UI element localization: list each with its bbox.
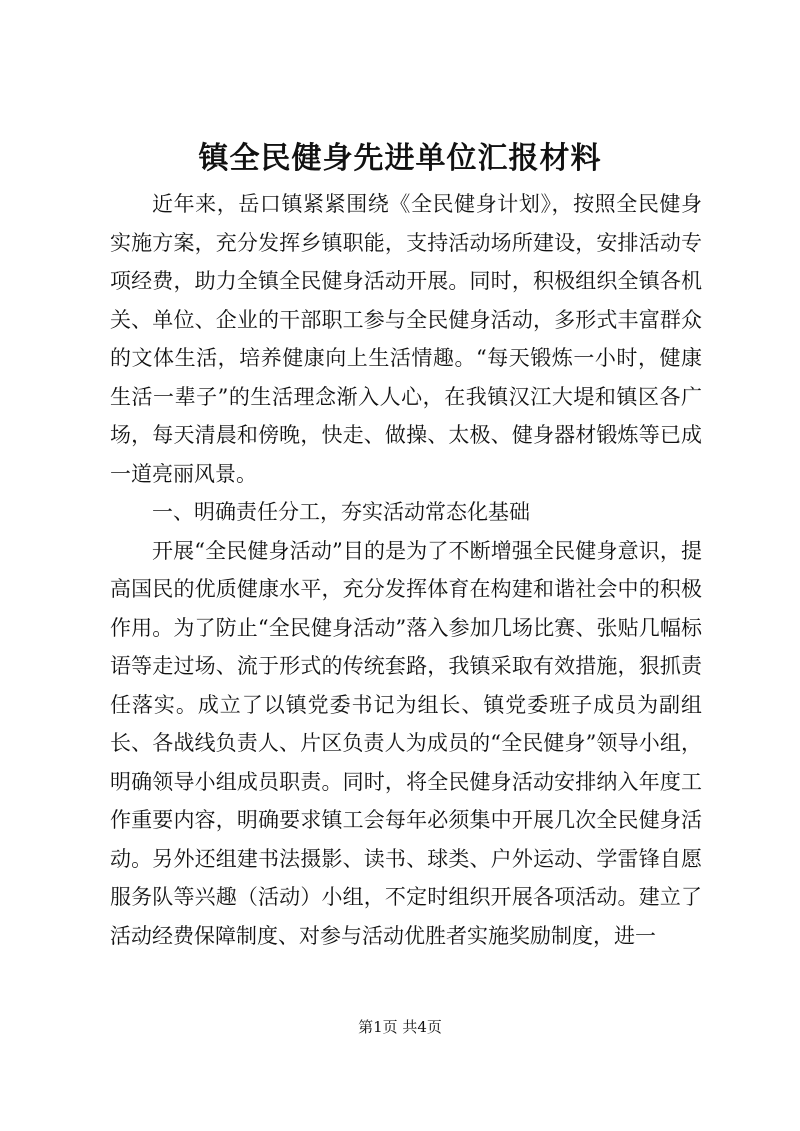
paragraph-intro: 近年来，岳口镇紧紧围绕《全民健身计划》，按照全民健身实施方案，充分发挥乡镇职能，支持活动场所建设，安排活动专项经费，助力全镇全民健身活动开展。同时，积极组织全镇各机关、单位、企业的干部职工参与全民健身活动，多形式丰富群众的文体生活，培养健康向上生活情趣。“每天锻炼一小时，健康生活一辈子”的生活理念渐入人心，在我镇汉江大堤和镇区各广场，每天清晨和傍晚，快走、做操、太极、健身器材锻炼等已成一道亮丽风景。: [110, 192, 702, 486]
document-body: [110, 185, 702, 955]
section-heading-1: 一、明确责任分工，夯实活动常态化基础: [152, 500, 530, 524]
document-title: 镇全民健身先进单位汇报材料: [198, 141, 602, 176]
paragraph-section-1: 开展“全民健身活动”目的是为了不断增强全民健身意识，提高国民的优质健康水平，充分发挥体育在构建和谐社会中的积极作用。为了防止“全民健身活动”落入参加几场比赛、张贴几幅标语等走过场、流于形式的传统套路，我镇采取有效措施，狠抓责任落实。成立了以镇党委书记为组长、镇党委班子成员为副组长、各战线负责人、片区负责人为成员的“全民健身”领导小组，明确领导小组成员职责。同时，将全民健身活动安排纳入年度工作重要内容，明确要求镇工会每年必须集中开展几次全民健身活动。另外还组建书法摄影、读书、球类、户外运动、学雷锋自愿服务队等兴趣（活动）小组，不定时组织开展各项活动。建立了活动经费保障制度、对参与活动优胜者实施奖励制度，进一: [110, 538, 702, 948]
page-footer: 第1页 共4页: [358, 1018, 442, 1036]
